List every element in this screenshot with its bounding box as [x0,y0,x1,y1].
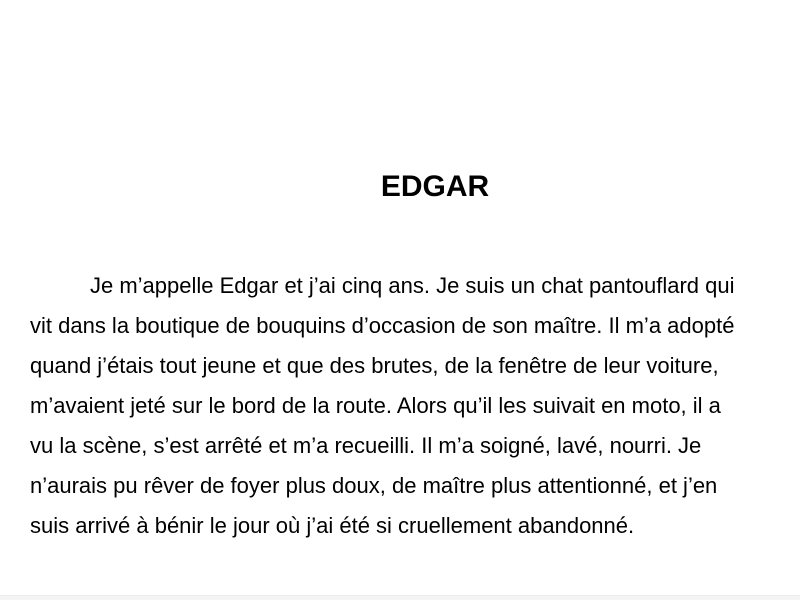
story-line: m’avaient jeté sur le bord de la route. Alors qu’il les suivait en moto, il a [30,393,721,418]
story-line: quand j’étais tout jeune et que des brutes, de la fenêtre de leur voiture, [30,353,719,378]
story-paragraph [30,266,760,546]
story-line: suis arrivé à bénir le jour où j’ai été si cruellement abandonné. [30,513,635,538]
story-line: Je m’appelle Edgar et j’ai cinq ans. Je suis un chat pantouflard qui [90,273,735,298]
page-bottom-edge [0,595,800,600]
story-line: vit dans la boutique de bouquins d’occasion de son maître. Il m’a adopté [30,313,735,338]
story-line: n’aurais pu rêver de foyer plus doux, de maître plus attentionné, et j’en [30,473,718,498]
page-title: EDGAR [380,170,490,203]
story-line: vu la scène, s’est arrêté et m’a recueilli. Il m’a soigné, lavé, nourri. Je [30,433,702,458]
